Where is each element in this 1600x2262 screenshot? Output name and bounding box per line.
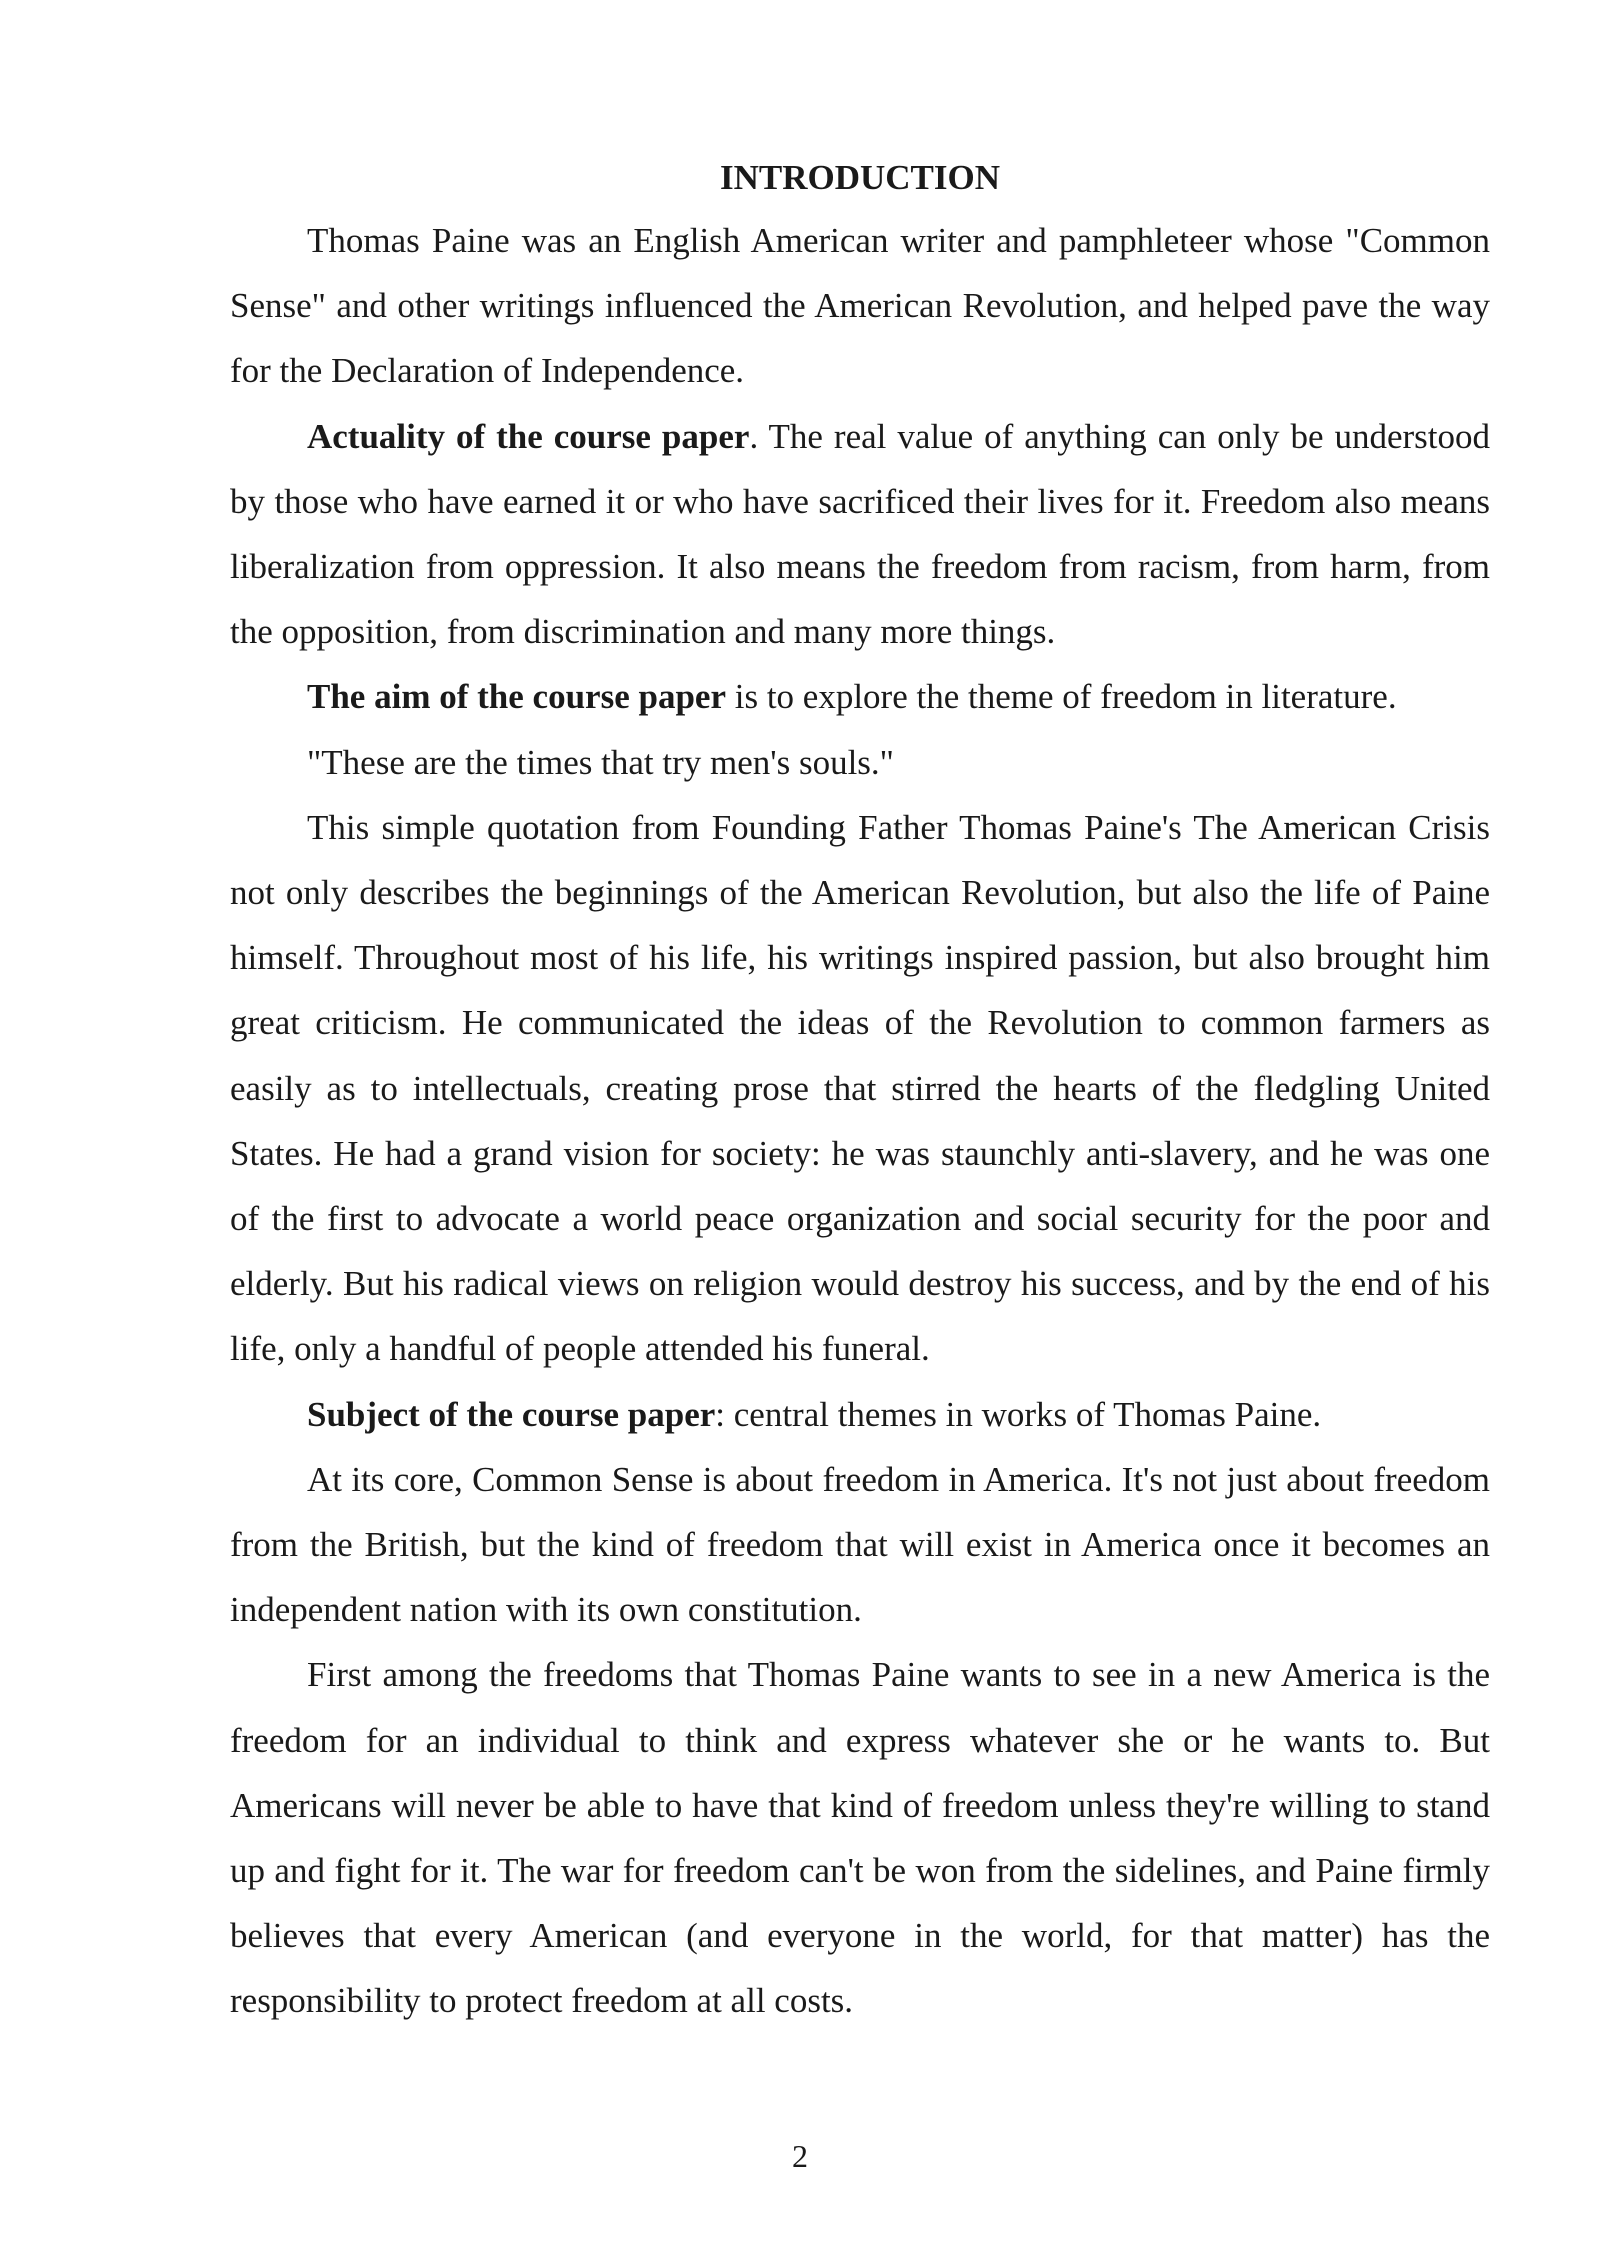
page-content bbox=[230, 148, 1490, 2034]
paragraph-freedoms: First among the freedoms that Thomas Paine wants to see in a new America is the freedom for an individual to think and express whatever she or he wants to. But Americans will never be able to have that kind of freedom unless they're willing to stand up and fight for it. The war for freedom can't be won from the sidelines, and Paine firmly believes that every American (and everyone in the world, for that matter) has the responsibility to protect freedom at all costs. bbox=[230, 1655, 1490, 2021]
paragraph-actuality bbox=[230, 404, 1490, 665]
subject-label: Subject of the course paper bbox=[307, 1394, 716, 1434]
actuality-text: . The real value of anything can only be understood by those who have earned it or who have sacrificed their lives for it. Freedom also means liberalization from oppression. It also means the freedom from racism, from harm, from the opposition, from discrimination and many more things. bbox=[230, 416, 1490, 652]
paragraph-common-sense: At its core, Common Sense is about freedom in America. It's not just about freedom from the British, but the kind of freedom that will exist in America once it becomes an independent nation with its own constitution. bbox=[230, 1459, 1490, 1630]
paragraph-subject bbox=[230, 1382, 1490, 1447]
paragraph-aim bbox=[230, 664, 1490, 729]
page-number: 2 bbox=[792, 2138, 808, 2174]
paragraph-quote: "These are the times that try men's souls." bbox=[307, 742, 894, 782]
aim-label: The aim of the course paper bbox=[307, 677, 726, 717]
paragraph-quotation-discussion: This simple quotation from Founding Father Thomas Paine's The American Crisis not only describes the beginnings of the American Revolution, but also the life of Paine himself. Throughout most of his life, his writings inspired passion, but also brought him great criticism. He communicated the ideas of the Revolution to common farmers as easily as to intellectuals, creating prose that stirred the hearts of the fledgling United States. He had a grand vision for society: he was staunchly anti-slavery, and he was one of the first to advocate a world peace organization and social security for the poor and elderly. But his radical views on religion would destroy his success, and by the end of his life, only a handful of people attended his funeral. bbox=[230, 807, 1490, 1369]
aim-text: is to explore the theme of freedom in literature. bbox=[725, 677, 1397, 717]
paragraph-intro: Thomas Paine was an English American writer and pamphleteer whose "Common Sense" and other writings influenced the American Revolution, and helped pave the way for the Declaration of Independence. bbox=[230, 221, 1490, 391]
actuality-label: Actuality of the course paper bbox=[307, 416, 750, 456]
subject-text: : central themes in works of Thomas Paine. bbox=[715, 1394, 1322, 1434]
section-heading: INTRODUCTION bbox=[719, 158, 1001, 197]
